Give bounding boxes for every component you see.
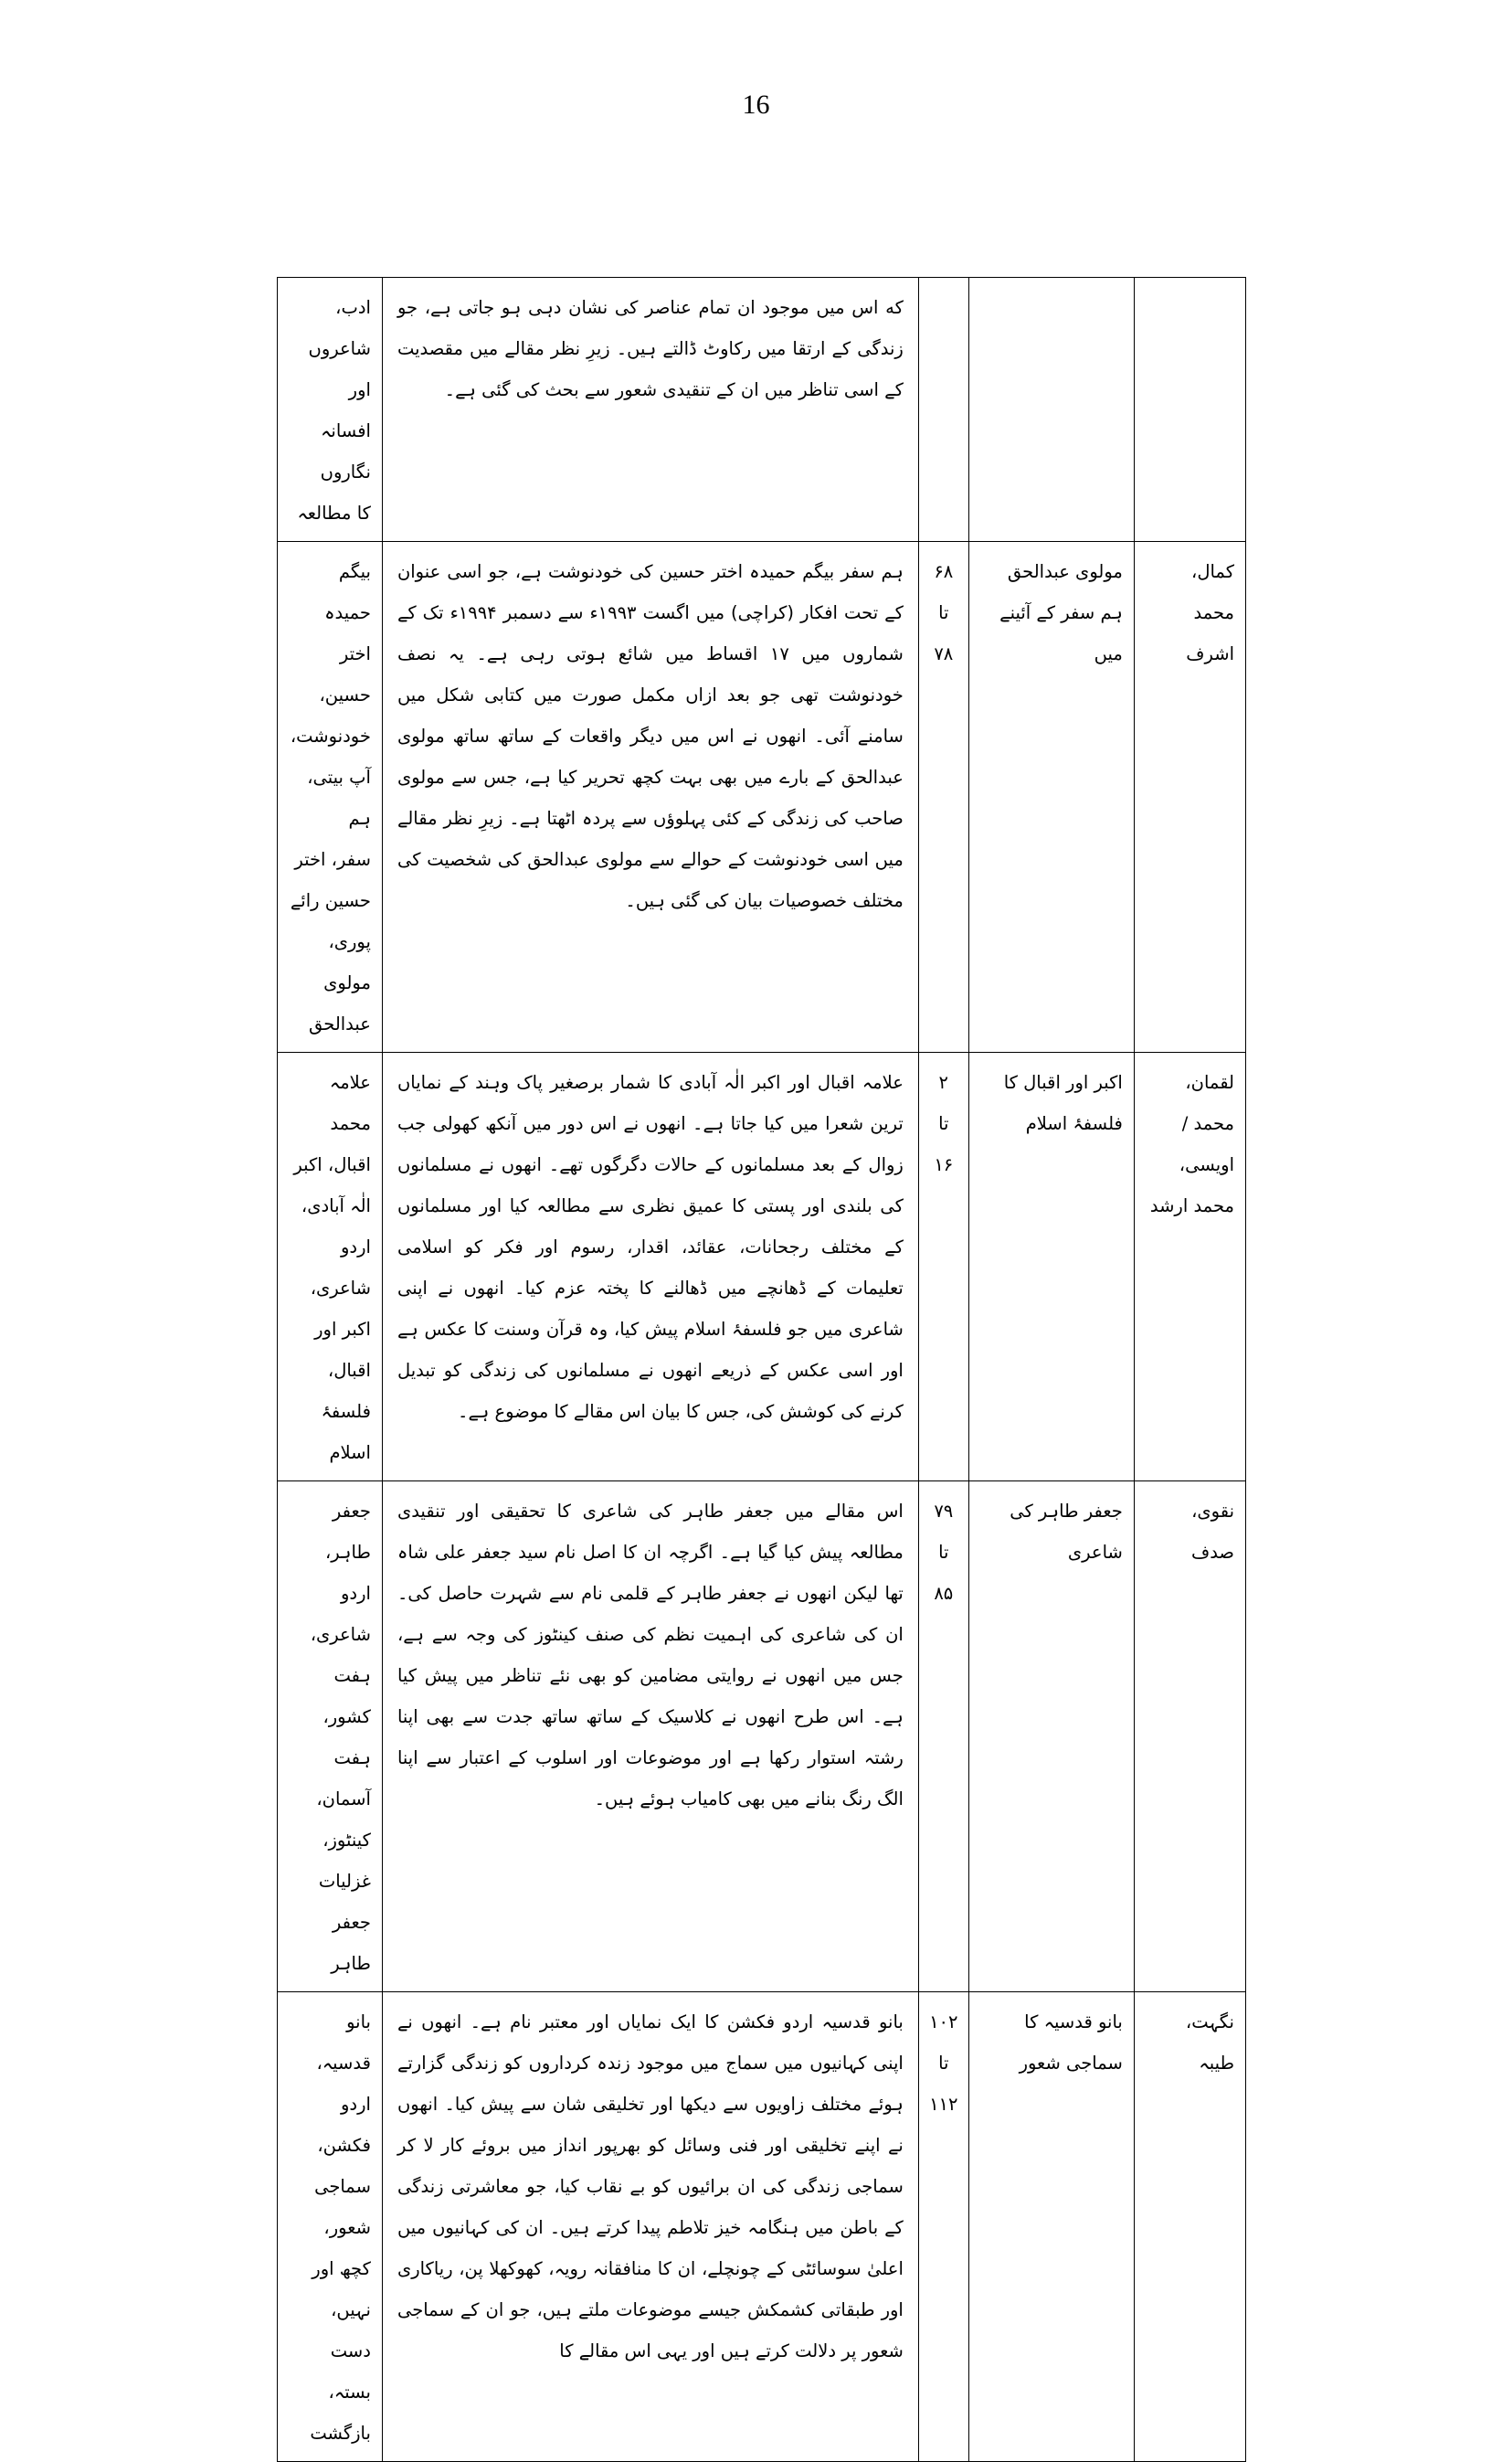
keyword-item: بازگشت [310,2423,371,2444]
table-row [278,1992,1246,2462]
keyword-item: اقبال، فلسفۂ [321,1360,371,1422]
page-range-line: ۸۵ [934,1583,954,1604]
table-row [278,278,1246,542]
pages-cell [918,1992,968,2462]
title-cell: مولوی عبدالحق ہم سفر کے آئینے میں [968,542,1134,1053]
keyword-item: سماجی شعور، [314,2176,371,2238]
keyword-item: ہفت آسمان، [316,1747,371,1809]
keyword-item: اردو فکشن، [317,2094,371,2156]
page-range-line: ۱۰۲ [929,2011,958,2032]
keyword-item: کچھ اور نہیں، [312,2258,371,2320]
page-range-line: تا [938,2053,949,2074]
page-range-line: ۱۱۲ [929,2094,958,2115]
page-range-line: تا [938,602,949,623]
keywords-cell [278,1481,383,1992]
keywords-cell [278,1053,383,1481]
keyword-item: اکبر اور [314,1319,371,1340]
pages-cell [918,1481,968,1992]
keyword-item: حسین رائے [290,890,371,911]
page-range-line: ۷۹ [934,1501,954,1522]
keyword-item: اردو شاعری، [310,1583,371,1645]
keyword-item: علامہ محمد [329,1072,371,1134]
page-range-line: ۱۶ [934,1154,954,1175]
title-cell: اکبر اور اقبال کا فلسفۂ اسلام [968,1053,1134,1481]
keyword-item: غزلیات [318,1871,371,1892]
page-range-line: تا [938,1542,949,1563]
abstract-cell: اس مقالے میں جعفر طاہر کی شاعری کا تحقیقی اور تنقیدی مطالعہ پیش کیا گیا ہے۔ اگرچہ ان کا اصل نام سید جعفر علی شاہ تھا لیکن انھوں نے جعفر طاہر کے قلمی نام سے شہرت حاصل کی۔ ان کی شاعری کی اہمیت نظم کی صنف کینٹوز کی وجہ سے ہے، جس میں انھوں نے روایتی مضامین کو بھی نئے تناظر میں پیش کیا ہے۔ اس طرح انھوں نے کلاسیک کے ساتھ ساتھ جدت سے بھی اپنا رشتہ استوار رکھا ہے اور موضوعات اور اسلوب کے اعتبار سے اپنا الگ رنگ بنانے میں بھی کامیاب ہوئے ہیں۔ [382,1481,918,1992]
abstract-cell: بانو قدسیہ اردو فکشن کا ایک نمایاں اور معتبر نام ہے۔ انھوں نے اپنی کہانیوں میں سماج میں موجود زندہ کرداروں کو زندگی گزارتے ہوئے مختلف زاویوں سے دیکھا اور تخلیقی شان سے پیش کیا۔ انھوں نے اپنے تخلیقی اور فنی وسائل کو بھرپور انداز میں بروئے کار لا کر سماجی زندگی کی ان برائیوں کو بے نقاب کیا، جو معاشرتی زندگی کے باطن میں ہنگامہ خیز تلاطم پیدا کرتے ہیں۔ ان کی کہانیوں میں اعلیٰ سوسائٹی کے چونچلے، ان کا منافقانہ رویہ، کھوکھلا پن، ریاکاری اور طبقاتی کشمکش جیسے موضوعات ملتے ہیں، جو ان کے سماجی شعور پر دلالت کرتے ہیں اور یہی اس مقالے کا [382,1992,918,2462]
keyword-item: جعفر طاہر، [324,1501,371,1563]
page-number: 16 [742,90,770,120]
keywords-cell [278,1992,383,2462]
keyword-item: آپ بیتی، ہم [307,767,371,829]
pages-cell [918,278,968,542]
author-cell: لقمان، محمد / اویسی، محمد ارشد [1134,1053,1245,1481]
page-range-line: ۷۸ [934,643,954,664]
page-range-line: تا [938,1113,949,1134]
keyword-item: عبدالحق [308,1013,371,1035]
title-cell [968,278,1134,542]
author-cell: نگہت، طیبہ [1134,1992,1245,2462]
pages-cell [918,1053,968,1481]
author-cell: نقوی، صدف [1134,1481,1245,1992]
keyword-item: سفر، اختر [294,849,371,870]
keyword-item: اردو شاعری، [310,1236,371,1299]
keywords-cell [278,278,383,542]
keyword-item: اختر حسین، [319,643,371,706]
keyword-item: افسانہ نگاروں [320,420,371,483]
keyword-item: دست بستہ، [328,2340,371,2403]
keywords-cell [278,542,383,1053]
abstract-cell: ہم سفر بیگم حمیدہ اختر حسین کی خودنوشت ہے، جو اسی عنوان کے تحت افکار (کراچی) میں اگست ۱۹۹۳ء سے دسمبر ۱۹۹۴ء تک کے شماروں میں ۱۷ اقساط میں شائع ہوتی رہی ہے۔ یہ نصف خودنوشت تھی جو بعد ازاں مکمل صورت میں کتابی شکل میں سامنے آئی۔ انھوں نے اس میں دیگر واقعات کے ساتھ ساتھ مولوی عبدالحق کے بارے میں بھی بہت کچھ تحریر کیا ہے، جس سے مولوی صاحب کی زندگی کے کئی پہلوؤں سے پردہ اٹھتا ہے۔ زیرِ نظر مقالے میں اسی خودنوشت کے حوالے سے مولوی عبدالحق کی شخصیت کی مختلف خصوصیات بیان کی گئی ہیں۔ [382,542,918,1053]
keyword-item: الٰہ آبادی، [301,1195,371,1216]
keyword-item: بانو قدسیہ، [316,2011,371,2074]
title-cell: بانو قدسیہ کا سماجی شعور [968,1992,1134,2462]
author-cell [1134,278,1245,542]
keyword-item: خودنوشت، [290,726,371,747]
abstract-cell: که اس میں موجود ان تمام عناصر کی نشان دہی ہو جاتی ہے، جو زندگی کے ارتقا میں رکاوٹ ڈالتے ہیں۔ زیرِ نظر مقالے میں مقصدیت کے اسی تناظر میں ان کے تنقیدی شعور سے بحث کی گئی ہے۔ [382,278,918,542]
keyword-item: اقبال، اکبر [293,1154,371,1175]
keyword-item: کا مطالعہ [297,503,371,524]
table-row [278,1481,1246,1992]
article-index-table [277,277,1246,2462]
keyword-item: جعفر طاہر [331,1912,371,1974]
table-row [278,1053,1246,1481]
keyword-item: پوری، [328,931,371,952]
table-row [278,542,1246,1053]
keyword-item: ہفت کشور، [322,1665,371,1727]
keyword-item: بیگم حمیدہ [324,561,371,623]
keyword-item: ادب، [335,297,371,318]
keyword-item: کینٹوز، [322,1830,371,1851]
abstract-cell: علامہ اقبال اور اکبر الٰہ آبادی کا شمار برصغیر پاک وہند کے نمایاں ترین شعرا میں کیا جاتا ہے۔ انھوں نے اس دور میں آنکھ کھولی جب زوال کے بعد مسلمانوں کے حالات دگرگوں تھے۔ انھوں نے مسلمانوں کی بلندی اور پستی کا عمیق نظری سے مطالعہ کیا اور مسلمانوں کے مختلف رجحانات، عقائد، اقدار، رسوم اور فکر کو اسلامی تعلیمات کے ڈھانچے میں ڈھالنے کا پختہ عزم کیا۔ انھوں نے اپنی شاعری میں جو فلسفۂ اسلام پیش کیا، وہ قرآن وسنت کا عکس ہے اور اسی عکس کے ذریعے انھوں نے مسلمانوں کی زندگی کو تبدیل کرنے کی کوشش کی، جس کا بیان اس مقالے کا موضوع ہے۔ [382,1053,918,1481]
keyword-item: اسلام [329,1442,371,1463]
page-range-line: ۶۸ [934,561,954,582]
keyword-item: شاعروں اور [308,338,371,400]
author-cell: کمال، محمد اشرف [1134,542,1245,1053]
pages-cell [918,542,968,1053]
title-cell: جعفر طاہر کی شاعری [968,1481,1134,1992]
keyword-item: مولوی [323,972,371,993]
page-range-line: ۲ [938,1072,949,1093]
